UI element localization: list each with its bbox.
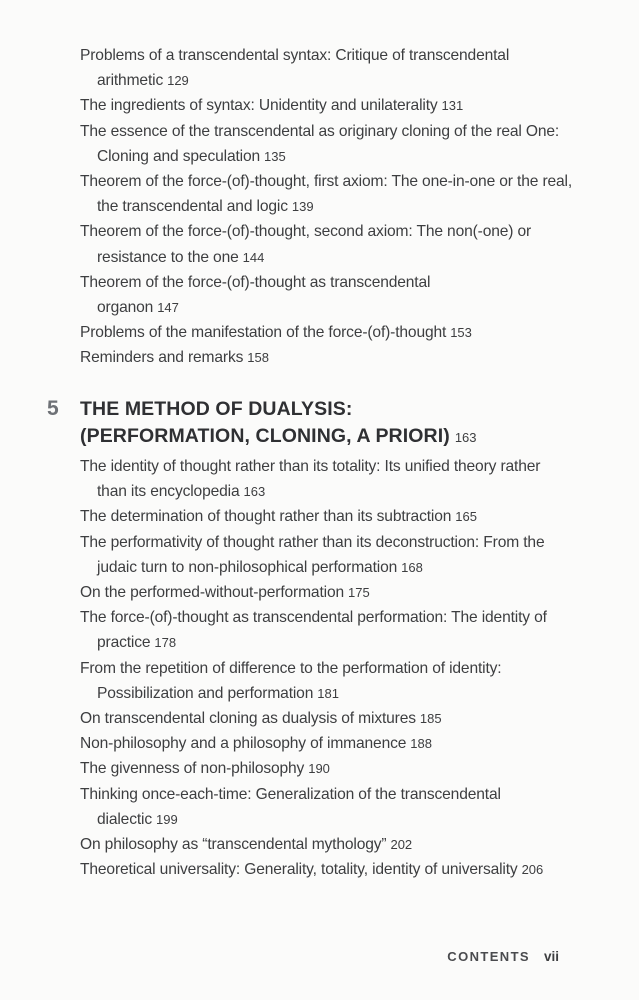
toc-entry bbox=[80, 731, 580, 756]
toc-entry bbox=[80, 832, 580, 857]
toc-entry bbox=[80, 857, 580, 882]
toc-entry bbox=[80, 345, 580, 370]
toc-entry-page: 175 bbox=[348, 585, 370, 601]
toc-entry-page: 147 bbox=[157, 300, 179, 316]
toc-entry-page: 158 bbox=[247, 350, 269, 366]
toc-entry bbox=[80, 580, 580, 605]
toc-entry-title: Problems of the manifestation of the force-(of)-thought bbox=[80, 324, 447, 342]
toc-entry-page: 165 bbox=[455, 509, 477, 525]
toc-entry bbox=[80, 530, 580, 580]
toc-entry-page: 139 bbox=[291, 199, 314, 215]
toc-entry-page: 129 bbox=[167, 73, 189, 89]
toc-entry-page: 168 bbox=[401, 559, 423, 575]
toc-entry-page: 163 bbox=[243, 484, 266, 500]
toc-entry-page: 188 bbox=[410, 736, 432, 752]
toc-entry-page: 131 bbox=[441, 98, 464, 114]
running-footer-label: CONTENTS bbox=[447, 949, 530, 964]
toc-entry-page: 135 bbox=[264, 148, 286, 164]
toc-entries-chapter-4 bbox=[80, 43, 580, 371]
toc-entry bbox=[80, 119, 580, 169]
toc-entry-title: Theoretical universality: Generality, totality, identity of universality bbox=[80, 861, 518, 879]
toc-entry-title: The force-(of)-thought as transcendental performation: The identity of practice bbox=[80, 609, 547, 652]
toc-entry bbox=[80, 270, 580, 320]
toc-entry-page: 199 bbox=[156, 811, 178, 827]
toc-entry bbox=[80, 320, 580, 345]
toc-entries-chapter-5 bbox=[80, 454, 580, 882]
toc-entry-title: On philosophy as “transcendental mythology” bbox=[80, 836, 387, 854]
toc-entry-page: 190 bbox=[308, 761, 330, 777]
chapter-title bbox=[80, 396, 477, 451]
toc-entry bbox=[80, 605, 580, 655]
toc-entry bbox=[80, 219, 580, 269]
toc-entry-title: Thinking once-each-time: Generalization of the transcendental dialectic bbox=[80, 785, 501, 828]
toc-entry-page: 202 bbox=[390, 837, 413, 853]
toc-entry bbox=[80, 43, 580, 93]
toc-entry-page: 144 bbox=[242, 249, 265, 265]
toc-entry-title: Theorem of the force-(of)-thought, first axiom: The one-in-one or the real, the transcendental and logic bbox=[80, 173, 573, 216]
toc-entry-page: 153 bbox=[450, 325, 472, 341]
chapter-page: 163 bbox=[454, 430, 477, 445]
running-footer bbox=[447, 949, 559, 964]
toc-entry-title: The performativity of thought rather than its deconstruction: From the judaic turn to non-philosophical performation bbox=[80, 533, 545, 576]
toc-entry bbox=[80, 706, 580, 731]
toc-entry-title: Theorem of the force-(of)-thought as transcendental organon bbox=[80, 273, 431, 317]
toc-entry-title: Non-philosophy and a philosophy of immanence bbox=[80, 735, 407, 753]
toc-entry-title: The essence of the transcendental as originary cloning of the real One: Cloning and speculation bbox=[80, 122, 560, 165]
toc-entry-title: The givenness of non-philosophy bbox=[80, 760, 305, 778]
toc-entry bbox=[80, 756, 580, 781]
toc-entry-page: 181 bbox=[317, 685, 339, 701]
chapter-title-line-2 bbox=[80, 423, 477, 451]
chapter-number: 5 bbox=[47, 397, 59, 420]
toc-entry-title: Problems of a transcendental syntax: Critique of transcendental arithmetic bbox=[80, 47, 510, 90]
toc-entry-title: The determination of thought rather than its subtraction bbox=[80, 508, 452, 526]
chapter-title-text: (PERFORMATION, CLONING, A PRIORI) bbox=[80, 425, 450, 447]
toc-entry bbox=[80, 504, 580, 529]
toc-entry-page: 178 bbox=[154, 635, 177, 651]
toc-entry bbox=[80, 656, 580, 706]
toc-entry-title: On the performed-without-performation bbox=[80, 584, 344, 602]
toc-entry-title: From the repetition of difference to the performation of identity: Possibilization and performation bbox=[80, 659, 502, 702]
page-folio: vii bbox=[543, 949, 559, 964]
toc-entry-title: On transcendental cloning as dualysis of mixtures bbox=[80, 710, 416, 728]
toc-entry bbox=[80, 454, 580, 504]
toc-entry-page: 185 bbox=[419, 711, 442, 727]
chapter-title-line-1: THE METHOD OF DUALYSIS: bbox=[80, 398, 353, 420]
toc-entry bbox=[80, 93, 580, 118]
toc-entry-page: 206 bbox=[521, 862, 544, 878]
toc-entry-title: The identity of thought rather than its totality: Its unified theory rather than its encyclopedia bbox=[80, 458, 541, 501]
toc-entry-title: The ingredients of syntax: Unidentity and unilaterality bbox=[80, 97, 438, 115]
toc-entry bbox=[80, 169, 580, 219]
toc-entry-title: Reminders and remarks bbox=[80, 349, 244, 367]
toc-entry-title: Theorem of the force-(of)-thought, second axiom: The non(-one) or resistance to the one bbox=[80, 223, 532, 266]
toc-entry bbox=[80, 782, 580, 832]
